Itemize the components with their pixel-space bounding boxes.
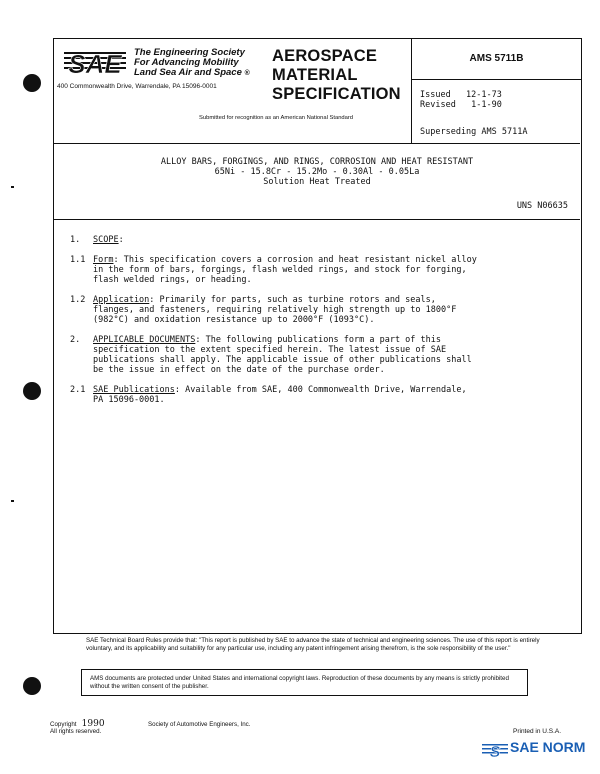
- society-line: The Engineering Society: [134, 47, 245, 58]
- binder-hole: [23, 74, 41, 92]
- section-paragraph: [70, 255, 570, 285]
- society-address: 400 Commonwealth Drive, Warrendale, PA 15096-0001: [57, 83, 217, 90]
- specification-body: [70, 235, 570, 415]
- society-name: [134, 48, 250, 79]
- section-body: :: [118, 235, 124, 245]
- section-number: 1.: [70, 235, 81, 245]
- section-number: 1.2: [70, 295, 86, 305]
- society-line: [134, 68, 250, 79]
- registered-mark: ®: [244, 70, 250, 77]
- section-number: 2.: [70, 335, 81, 345]
- logo-text: SAE: [68, 49, 122, 77]
- revised-date: Revised 1-1-90: [420, 100, 502, 110]
- section-body: : The following publications form a part of this specification to the extent specified herein. The latest issue of SAE publications shall apply. The applicable issue of other publications shall be the issue in effect on the date of the purchase order.: [93, 335, 472, 375]
- spec-type-title: [272, 47, 401, 104]
- section-heading: Application: [93, 295, 150, 305]
- rights-reserved: All rights reserved.: [50, 728, 102, 735]
- issue-dates: [420, 90, 502, 110]
- section-paragraph: [70, 385, 570, 405]
- section-number: 2.1: [70, 385, 86, 395]
- margin-mark: [11, 500, 14, 502]
- ams-number: AMS 5711B: [412, 39, 581, 80]
- copyright-year: 1990: [81, 719, 105, 729]
- submitted-note: Submitted for recognition as an American National Standard: [199, 115, 354, 121]
- sae-logo-icon: [64, 49, 126, 77]
- binder-hole: [23, 382, 41, 400]
- section-text: [93, 335, 570, 375]
- spec-frame: [53, 38, 582, 634]
- svg-text:S: S: [489, 744, 501, 760]
- spec-type-line: AEROSPACE: [272, 47, 378, 65]
- printed-in: Printed in U.S.A.: [513, 728, 562, 735]
- section-text: [93, 295, 570, 325]
- material-title: [54, 143, 580, 220]
- section-body: : Primarily for parts, such as turbine rotors and seals, flanges, and fasteners, requiring relatively high strength up to 1800°F (982°C) and oxidation resistance up to 2000°F (1093°C).: [93, 295, 457, 325]
- copyright-notice: AMS documents are protected under United States and international copyright laws. Reproduction of these documents by any means is strictly prohibited without the written consent of the publisher.: [81, 669, 528, 696]
- header: [54, 39, 580, 144]
- uns-number: UNS N06635: [516, 201, 568, 211]
- spec-type-line: SPECIFICATION: [272, 85, 401, 103]
- watermark-text: SAE NORM: [510, 739, 586, 755]
- superseding: Superseding AMS 5711A: [420, 127, 528, 137]
- section-body: : This specification covers a corrosion and heat resistant nickel alloy in the form of bars, forgings, flash welded rings, and stock for forging, flash welded rings, or heading.: [93, 255, 477, 285]
- section-text: [93, 385, 570, 405]
- issued-date: Issued 12-1-73: [420, 90, 502, 100]
- society-line-text: Land Sea Air and Space: [134, 67, 242, 78]
- section-heading: SAE Publications: [93, 385, 175, 395]
- section-paragraph: [70, 295, 570, 325]
- title-line: ALLOY BARS, FORGINGS, AND RINGS, CORROSION AND HEAT RESISTANT: [160, 157, 474, 167]
- sae-norm-watermark-icon: [482, 740, 508, 760]
- section-text: [93, 255, 570, 285]
- section-paragraph: [70, 235, 570, 245]
- document-info: [411, 39, 581, 143]
- section-heading: APPLICABLE DOCUMENTS: [93, 335, 196, 345]
- section-heading: Form: [93, 255, 114, 265]
- copyright-block: [50, 721, 105, 735]
- society-line: For Advancing Mobility: [134, 57, 239, 68]
- board-rules-note: SAE Technical Board Rules provide that: "This report is published by SAE to advance the state of technical and engineering sciences. The use of this report is entirely voluntary, and its applicability and suitability for any particular use, including any patent infringement arising therefrom, is the sole responsibility of the user.": [86, 637, 540, 652]
- binder-hole: [23, 677, 41, 695]
- publisher-name: Society of Automotive Engineers, Inc.: [148, 721, 251, 728]
- condition-line: Solution Heat Treated: [263, 177, 371, 187]
- section-body: : Available from SAE, 400 Commonwealth Drive, Warrendale, PA 15096-0001.: [93, 385, 467, 405]
- publisher-block: [54, 39, 411, 143]
- copyright-line: [50, 721, 105, 728]
- section-heading: SCOPE: [93, 235, 119, 245]
- margin-mark: [11, 186, 14, 188]
- composition-line: 65Ni - 15.8Cr - 15.2Mo - 0.30Al - 0.05La: [214, 167, 420, 177]
- section-number: 1.1: [70, 255, 86, 265]
- section-text: [93, 235, 570, 245]
- spec-type-line: MATERIAL: [272, 66, 358, 84]
- section-paragraph: [70, 335, 570, 375]
- copyright-label: Copyright: [50, 721, 77, 728]
